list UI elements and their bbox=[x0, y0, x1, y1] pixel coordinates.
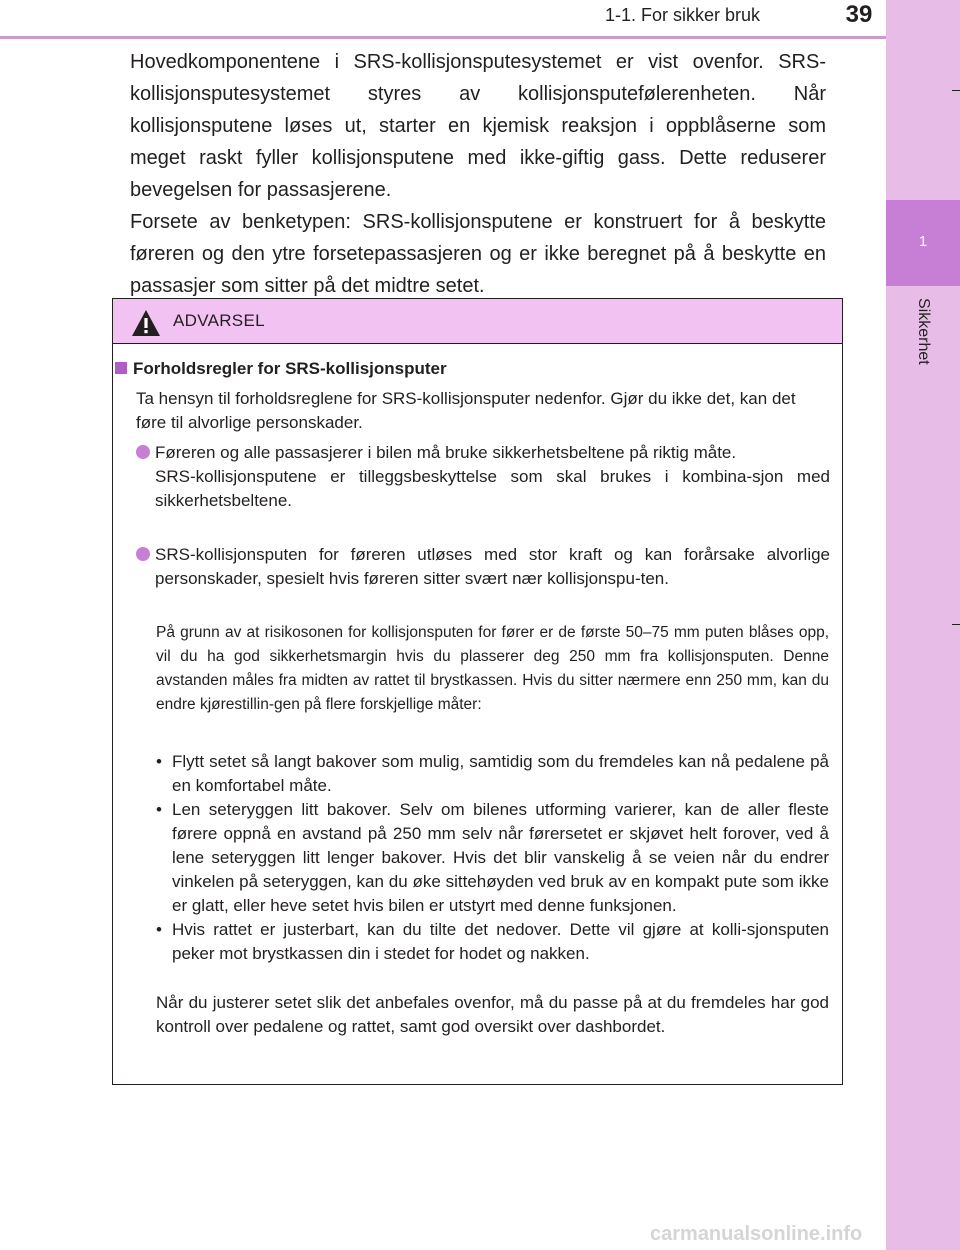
chapter-number: 1 bbox=[918, 233, 928, 250]
list-item bbox=[136, 543, 830, 591]
intro-paragraph: Hovedkomponentene i SRS-kollisjonsputesystemet er vist ovenfor. SRS-kollisjonsputesystemet styres av kollisjonsputefølerenheten. Når kollisjonsputene løses ut, starter en kjemisk reaksjon i oppblåserne som meget raskt fyller kollisjonsputene med ikke-giftig gass. Dette reduserer bevegelsen for passasjerene. bbox=[130, 51, 826, 201]
round-bullet-icon bbox=[136, 445, 150, 459]
header-divider bbox=[0, 36, 886, 39]
tab-tick-mark bbox=[952, 90, 960, 91]
square-bullet-icon bbox=[115, 362, 127, 374]
closing-text: Når du justerer setet slik det anbefales ovenfor, må du passe på at du fremdeles har god kontroll over pedalene og rattet, samt god oversikt over dashbordet. bbox=[156, 993, 829, 1036]
watermark: carmanualsonline.info bbox=[650, 1223, 863, 1245]
round-bullet-icon bbox=[136, 547, 150, 561]
warning-header bbox=[113, 299, 842, 344]
chapter-label: Sikkerhet bbox=[915, 298, 932, 365]
warning-title: ADVARSEL bbox=[173, 311, 265, 330]
tip-item: • Len seteryggen litt bakover. Selv om bilenes utforming varierer, kan de aller fleste førere oppnå en avstand på 250 mm selv når førersetet er skjøvet helt forover, ved å lene seteryggen litt lenger bakover. Hvis det blir vanskelig å se veien når du endrer vinkelen på seteryggen, kan du øke sittehøyden ved bruk av en kompakt pute som ikke er glatt, eller heve setet hvis bilen er utstyrt med denne funksjonen. bbox=[156, 798, 829, 918]
tip-item: • Hvis rattet er justerbart, kan du tilte det nedover. Dette vil gjøre at kolli-sjonsputen peker mot brystkassen din i stedet for hodet og nakken. bbox=[156, 918, 829, 966]
warning-triangle-icon bbox=[131, 309, 161, 337]
list-item-text: Føreren og alle passasjerer i bilen må bruke sikkerhetsbeltene på riktig måte. bbox=[155, 443, 737, 462]
tip-item: • Flytt setet så langt bakover som mulig, samtidig som du fremdeles kan nå pedalene på en komfortabel måte. bbox=[156, 750, 829, 798]
section-intro: Ta hensyn til forholdsreglene for SRS-kollisjonsputer nedenfor. Gjør du ikke det, kan det føre til alvorlige personskader. bbox=[136, 389, 796, 432]
intro-paragraph: Forsete av benketypen: SRS-kollisjonsputene er konstruert for å beskytte føreren og den ytre forsetepassasjeren og er ikke beregnet på å beskytte en passasjer som sitter på det midtre setet. bbox=[130, 211, 826, 297]
tab-tick-mark bbox=[952, 624, 960, 625]
page-number: 39 bbox=[845, 1, 873, 28]
section-heading bbox=[115, 357, 447, 381]
adjustment-tips bbox=[156, 750, 829, 966]
section-heading-text: Forholdsregler for SRS-kollisjonsputer bbox=[133, 359, 447, 378]
chapter-tab bbox=[886, 0, 960, 1250]
section-title: 1-1. For sikker bruk bbox=[605, 5, 761, 25]
list-item-text: SRS-kollisjonsputen for føreren utløses med stor kraft og kan forårsake alvorlige personskader, spesielt hvis føreren sitter svært nær kollisjonspu-ten. bbox=[155, 545, 830, 588]
list-item-text: SRS-kollisjonsputene er tilleggsbeskyttelse som skal brukes i kombina-sjon med sikkerhetsbeltene. bbox=[155, 467, 830, 510]
list-item bbox=[136, 441, 830, 513]
intro-text bbox=[130, 46, 826, 302]
warning-box bbox=[112, 298, 843, 1085]
distance-note: På grunn av at risikosonen for kollisjonsputen for fører er de første 50–75 mm puten blåses opp, vil du ha god sikkerhetsmargin hvis du plasserer deg 250 mm fra kollisjonsputen. Denne avstanden måles fra midten av rattet til brystkassen. Hvis du sitter nærmere enn 250 mm, kan du endre kjørestillin-gen på flere forskjellige måter: bbox=[156, 624, 829, 713]
